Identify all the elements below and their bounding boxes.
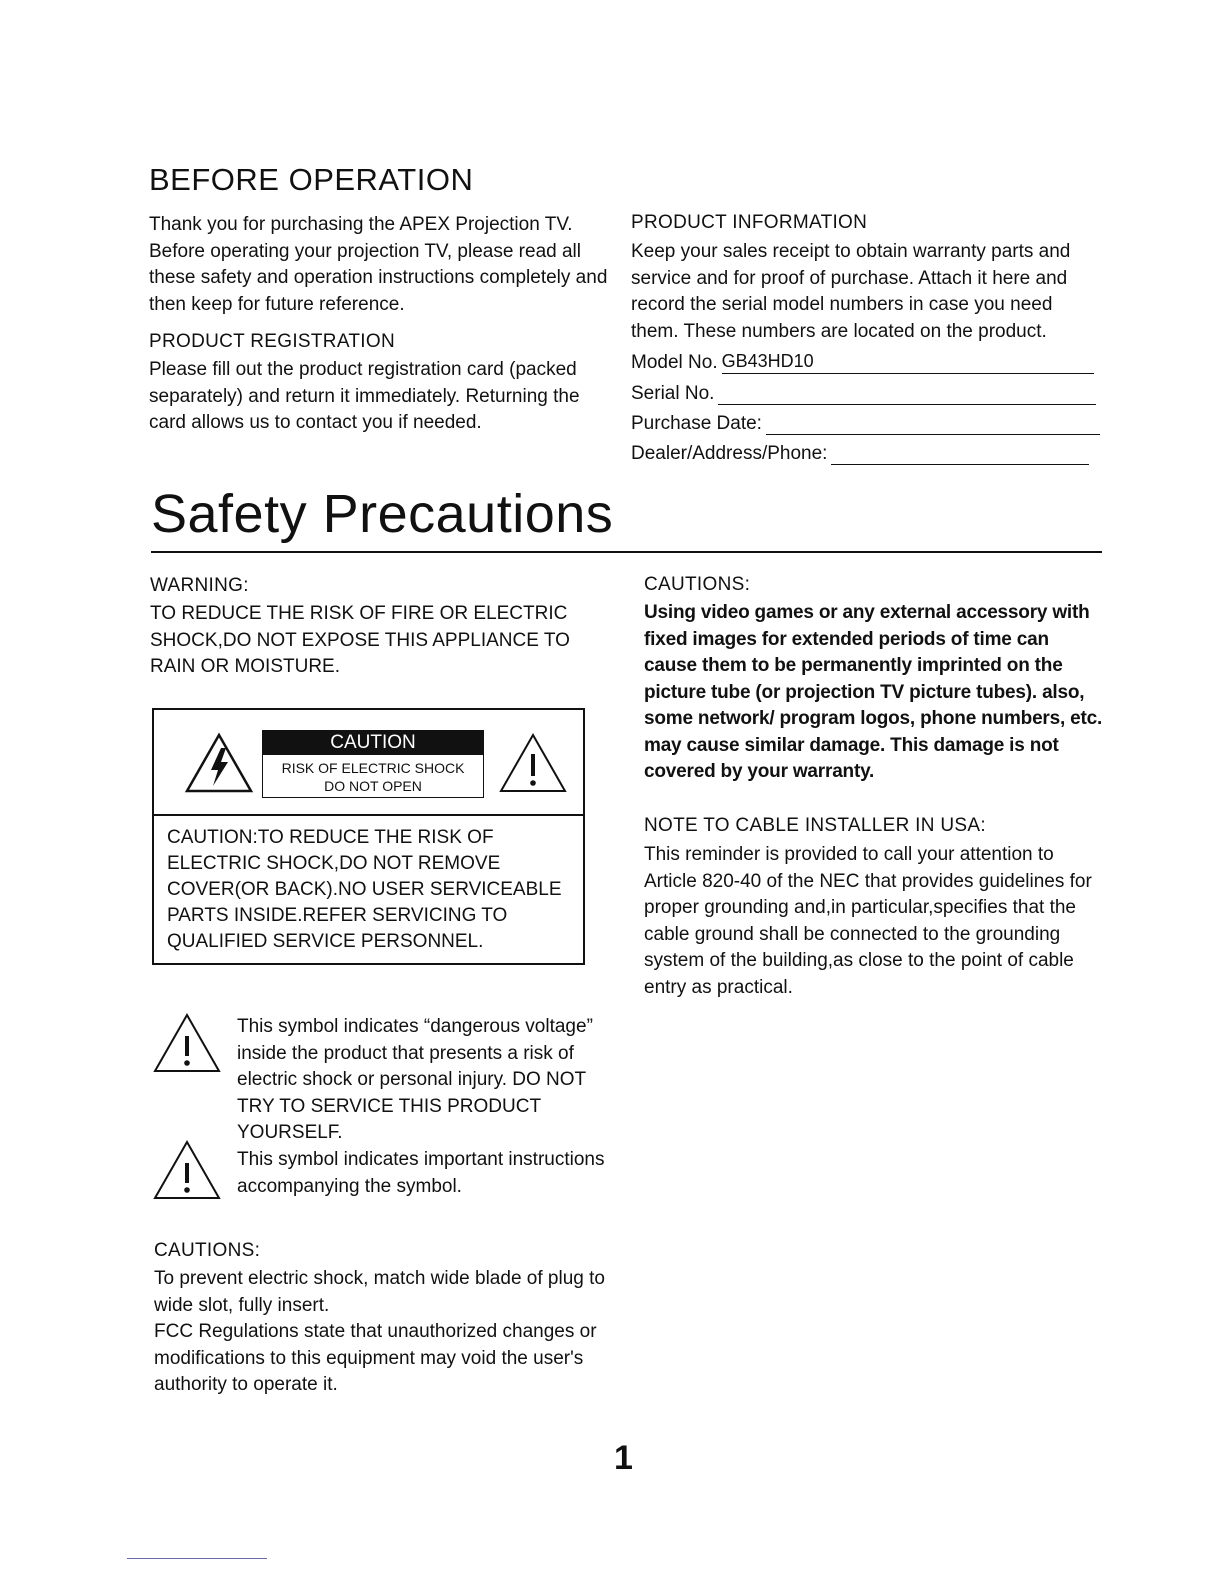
model-number-field [631,346,1094,374]
exclamation-warning-icon [498,732,568,794]
fcc-caution-text: FCC Regulations state that unauthorized changes or modifications to this equipment may void the user's authority to operate it. [154,1321,597,1395]
intro-paragraph: Thank you for purchasing the APEX Projection TV. Before operating your projection TV, please read all these safety and operation instructions completely and then keep for future reference. [149,214,608,315]
serial-number-line [718,382,1096,405]
caution-label-text: CAUTION [263,731,483,755]
serial-number-label: Serial No. [631,383,715,404]
product-information-heading: PRODUCT INFORMATION [631,212,868,233]
symbol-explanation-voltage: This symbol indicates “dangerous voltage” inside the product that presents a risk of electric shock or personal injury. DO NOT TRY TO SERVICE THIS PRODUCT YOURSELF. [237,1016,593,1143]
cautions-heading: CAUTIONS: [644,574,751,595]
cable-installer-paragraph: This reminder is provided to call your attention to Article 820-40 of the NEC that provides guidelines for proper grounding and,in particular,specifies that the cable ground shall be connected to the grounding system of the building,as close to the point of cable entry as practical. [644,844,1092,998]
risk-of-shock-text: RISK OF ELECTRIC SHOCK [281,760,465,776]
plug-cautions-paragraph [154,1266,624,1399]
caution-label-box [152,708,585,965]
purchase-date-field [631,407,1100,435]
plug-cautions-heading: CAUTIONS: [154,1240,261,1261]
dealer-field [631,437,1089,465]
safety-precautions-title: Safety Precautions [151,484,614,544]
caution-box-body: CAUTION:TO REDUCE THE RISK OF ELECTRIC SHOCK,DO NOT REMOVE COVER(OR BACK).NO USER SERVICEABLE PARTS INSIDE.REFER SERVICING TO QUALIFIED SERVICE PERSONNEL. [167,827,562,952]
title-divider [151,551,1102,553]
warning-heading: WARNING: [150,575,249,596]
exclamation-warning-icon [152,1012,222,1074]
footer-line [127,1558,267,1559]
purchase-date-line [766,412,1100,435]
dealer-label: Dealer/Address/Phone: [631,443,828,464]
cautions-paragraph: Using video games or any external accessory with fixed images for extended periods of time can cause them to be permanently imprinted on the picture tube (or projection TV picture tubes). also, some network/ program logos, phone numbers, etc. may cause similar damage. This damage is not covered by your warranty. [644,602,1103,782]
caution-label-panel [262,730,484,798]
cable-installer-heading: NOTE TO CABLE INSTALLER IN USA: [644,815,986,836]
dealer-line [831,442,1089,465]
model-number-line [722,351,1094,374]
lightning-warning-icon [184,732,254,794]
purchase-date-label: Purchase Date: [631,413,762,434]
page-number: 1 [614,1439,633,1477]
serial-number-field [631,377,1096,405]
symbol-explanation-instructions: This symbol indicates important instructions accompanying the symbol. [237,1149,605,1197]
caution-box-header [154,710,583,816]
registration-paragraph: Please fill out the product registration card (packed separately) and return it immediately. Returning the card allows us to contact you if needed. [149,359,580,433]
exclamation-warning-icon [152,1139,222,1201]
warning-paragraph: TO REDUCE THE RISK OF FIRE OR ELECTRIC SHOCK,DO NOT EXPOSE THIS APPLIANCE TO RAIN OR MOISTURE. [150,603,570,677]
model-number-value: GB43HD10 [721,351,814,371]
plug-caution-text: To prevent electric shock, match wide blade of plug to wide slot, fully insert. [154,1268,605,1316]
do-not-open-text: DO NOT OPEN [324,778,422,794]
model-number-label: Model No. [631,352,718,373]
registration-heading: PRODUCT REGISTRATION [149,331,395,352]
product-information-paragraph: Keep your sales receipt to obtain warranty parts and service and for proof of purchase. Attach it here and record the serial model numbers in case you need them. These numbers are located on the product. [631,241,1071,342]
section-title-before-operation: BEFORE OPERATION [149,162,474,197]
